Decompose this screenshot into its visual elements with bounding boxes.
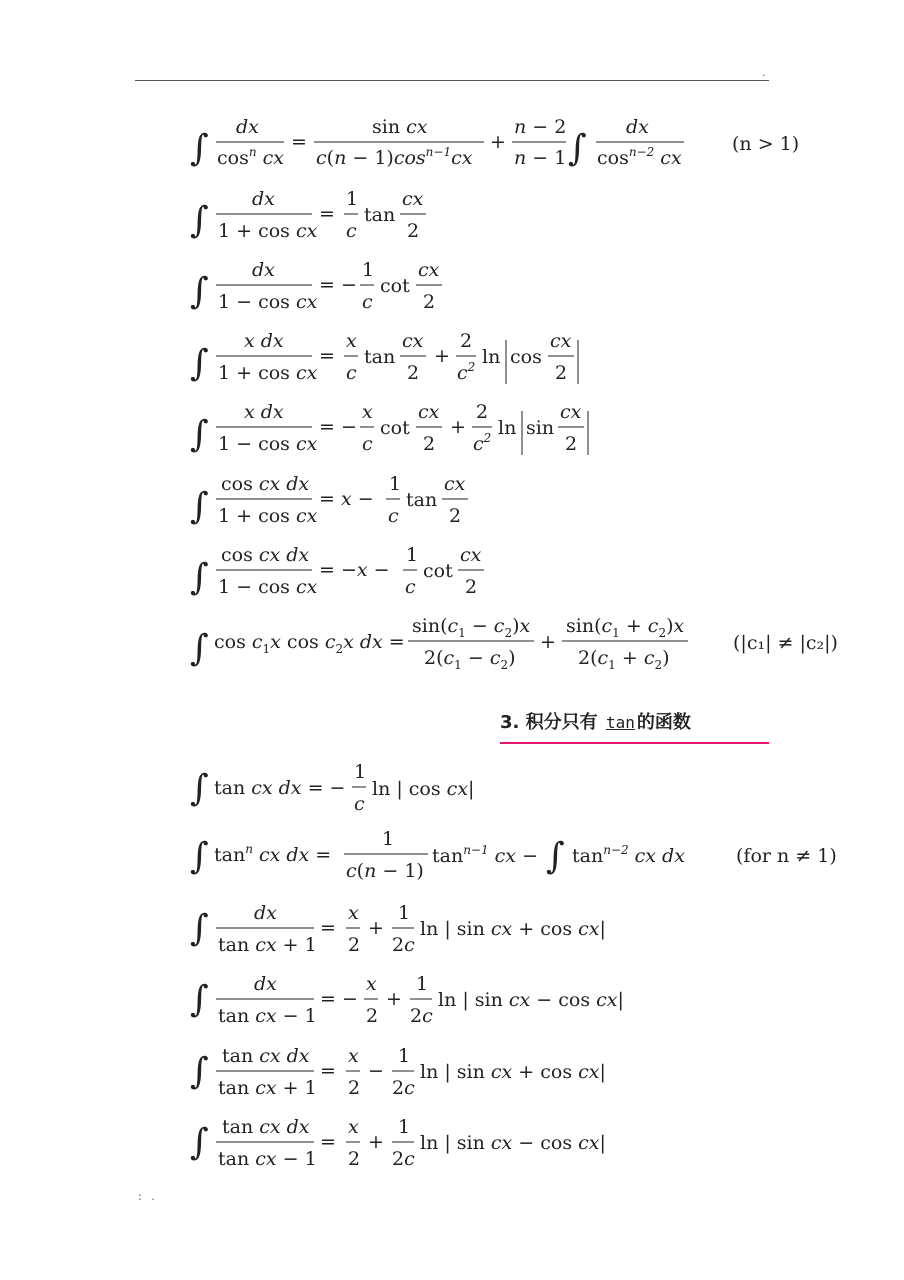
svg-text:2: 2 bbox=[555, 362, 568, 384]
svg-text:+: + bbox=[450, 416, 466, 438]
svg-text:∫: ∫ bbox=[190, 414, 209, 455]
formula-cos-c1-cos-c2 bbox=[190, 615, 838, 672]
svg-text:=: = bbox=[319, 345, 335, 367]
section-title-after: 的函数 bbox=[636, 712, 691, 733]
svg-text:2: 2 bbox=[460, 330, 473, 352]
svg-text:1 − cos cx: 1 − cos cx bbox=[218, 576, 318, 598]
svg-text:tan: tan bbox=[364, 346, 396, 368]
svg-text:tan cx dx = −: tan cx dx = − bbox=[214, 777, 346, 799]
svg-text:cot: cot bbox=[380, 417, 410, 439]
svg-text:1: 1 bbox=[346, 188, 359, 210]
svg-text:c: c bbox=[405, 576, 416, 598]
svg-text:cot: cot bbox=[380, 275, 410, 297]
svg-text:1: 1 bbox=[382, 828, 395, 850]
formula-cos-n bbox=[190, 116, 799, 169]
svg-text:cx: cx bbox=[550, 330, 572, 352]
svg-text:n − 2: n − 2 bbox=[514, 116, 567, 138]
svg-text:dx: dx bbox=[254, 973, 277, 995]
svg-text:c(n − 1)cosn−1cx: $c(n - 1)\cos^{n-1}cx$ bbox=[316, 145, 473, 169]
svg-text:∫: ∫ bbox=[190, 1122, 209, 1163]
formula-tan bbox=[190, 761, 474, 815]
svg-text:1: 1 bbox=[398, 1116, 411, 1138]
svg-text:∫: ∫ bbox=[190, 628, 209, 669]
formula-tan-n bbox=[190, 828, 837, 882]
svg-text:1 + cos cx: 1 + cos cx bbox=[218, 505, 318, 527]
svg-text:tan cx − 1: tan cx − 1 bbox=[218, 1148, 317, 1170]
svg-text:dx: dx bbox=[236, 116, 259, 138]
svg-text:tann−1 cx −: $\tan^{n-1}$ cx − bbox=[432, 843, 538, 867]
svg-text:c: c bbox=[346, 220, 357, 242]
svg-text:ln | sin cx + cos cx|: ln | sin cx + cos cx| bbox=[420, 1061, 606, 1083]
svg-text:x: x bbox=[362, 401, 373, 423]
svg-text:2: 2 bbox=[423, 433, 436, 455]
svg-text:∫: ∫ bbox=[190, 343, 209, 384]
formula-x-one-plus-cos bbox=[190, 330, 578, 384]
formula-x-one-minus-cos bbox=[190, 401, 588, 455]
svg-text:2: 2 bbox=[423, 291, 436, 313]
svg-text:n − 1: n − 1 bbox=[514, 147, 567, 169]
section-keyword: tan bbox=[605, 713, 635, 732]
svg-text:x: x bbox=[366, 973, 377, 995]
svg-text:+: + bbox=[434, 345, 450, 367]
svg-text:c: c bbox=[346, 362, 357, 384]
svg-text:2c: 2c bbox=[392, 934, 415, 956]
svg-text:cot: cot bbox=[423, 560, 453, 582]
formula-cos-over-one-plus-cos bbox=[190, 473, 468, 527]
svg-text:cx: cx bbox=[402, 188, 424, 210]
svg-text:∫: ∫ bbox=[190, 1051, 209, 1092]
svg-text:=: = bbox=[320, 1060, 336, 1082]
svg-text:2: 2 bbox=[348, 1077, 361, 1099]
svg-text:1 + cos cx: 1 + cos cx bbox=[218, 220, 318, 242]
svg-text:c: c bbox=[362, 291, 373, 313]
svg-text:cx: cx bbox=[460, 544, 482, 566]
condition-c1-ne-c2: (|c₁| ≠ |c₂|) bbox=[733, 632, 838, 654]
svg-text:c(n − 1): c(n − 1) bbox=[346, 860, 424, 882]
svg-text:cos cx dx: cos cx dx bbox=[221, 473, 310, 495]
formula-cos-over-one-minus-cos bbox=[190, 544, 484, 598]
svg-text:tan cx dx: tan cx dx bbox=[222, 1045, 310, 1067]
svg-text:=: = bbox=[319, 203, 335, 225]
svg-text:x: x bbox=[348, 1045, 359, 1067]
svg-text:tan cx + 1: tan cx + 1 bbox=[218, 934, 317, 956]
svg-text:sin: sin bbox=[526, 417, 555, 439]
svg-text:c: c bbox=[354, 793, 365, 815]
svg-text:2(c1 − c2): $2(c_1 - c_2)$ bbox=[424, 647, 516, 672]
footer-mark: : . bbox=[138, 1190, 158, 1203]
section-number: 3. bbox=[500, 712, 520, 733]
svg-text:2: 2 bbox=[348, 934, 361, 956]
svg-text:+: + bbox=[490, 131, 506, 153]
svg-text:2(c1 + c2): $2(c_1 + c_2)$ bbox=[578, 647, 670, 672]
svg-text:∫: ∫ bbox=[546, 836, 565, 877]
svg-text:tann−2 cx dx: $\tan^{n-2}$ cx dx bbox=[572, 843, 685, 867]
svg-text:c: c bbox=[362, 433, 373, 455]
svg-text:2: 2 bbox=[407, 362, 420, 384]
svg-text:tann cx dx =: $\tan^n$ cx dx = bbox=[214, 842, 332, 866]
svg-text:cos: cos bbox=[510, 346, 542, 368]
svg-text:1: 1 bbox=[398, 1045, 411, 1067]
formula-tan-over-tan-minus-1 bbox=[190, 1116, 606, 1170]
svg-text:+: + bbox=[386, 988, 402, 1010]
svg-text:tan: tan bbox=[406, 489, 438, 511]
svg-text:= −: = − bbox=[320, 988, 358, 1010]
svg-text:sin(c1 − c2)x: $\sin(c_1 - c_2)x$ bbox=[412, 615, 531, 640]
svg-text:∫: ∫ bbox=[190, 908, 209, 949]
svg-text:tan: tan bbox=[364, 204, 396, 226]
svg-text:ln | sin cx + cos cx|: ln | sin cx + cos cx| bbox=[420, 918, 606, 940]
svg-text:=: = bbox=[320, 1131, 336, 1153]
svg-text:∫: ∫ bbox=[190, 979, 209, 1020]
svg-text:sin(c1 + c2)x: $\sin(c_1 + c_2)x$ bbox=[566, 615, 685, 640]
condition-n-ne-1: (for n ≠ 1) bbox=[736, 845, 837, 867]
svg-text:1 − cos cx: 1 − cos cx bbox=[218, 433, 318, 455]
svg-text:+: + bbox=[368, 917, 384, 939]
svg-text:2: 2 bbox=[465, 576, 478, 598]
svg-text:∫: ∫ bbox=[190, 768, 209, 809]
svg-text:1: 1 bbox=[389, 473, 402, 495]
svg-text:x: x bbox=[348, 1116, 359, 1138]
svg-text:= x −: = x − bbox=[319, 488, 374, 510]
svg-text:+: + bbox=[368, 1131, 384, 1153]
svg-text:tan cx dx: tan cx dx bbox=[222, 1116, 310, 1138]
svg-text:dx: dx bbox=[626, 116, 649, 138]
svg-text:2: 2 bbox=[348, 1148, 361, 1170]
svg-text:cosn cx: $\cos^n$ cx bbox=[217, 145, 284, 169]
svg-text:∫: ∫ bbox=[190, 557, 209, 598]
svg-text:∫: ∫ bbox=[190, 200, 209, 241]
svg-text:2: 2 bbox=[366, 1005, 379, 1027]
svg-text:1 + cos cx: 1 + cos cx bbox=[218, 362, 318, 384]
svg-text:c2: $c^2$ bbox=[473, 431, 492, 455]
svg-text:+: + bbox=[540, 631, 556, 653]
svg-text:∫: ∫ bbox=[190, 271, 209, 312]
svg-text:ln: ln bbox=[498, 417, 517, 439]
svg-text:x dx: x dx bbox=[244, 401, 284, 423]
svg-text:1: 1 bbox=[354, 761, 367, 783]
svg-text:cos cx dx: cos cx dx bbox=[221, 544, 310, 566]
section-title-before: 积分只有 bbox=[525, 712, 598, 733]
svg-text:2: 2 bbox=[407, 220, 420, 242]
svg-text:2: 2 bbox=[449, 505, 462, 527]
svg-text:sin cx: sin cx bbox=[372, 116, 428, 138]
svg-text:∫: ∫ bbox=[190, 836, 209, 877]
svg-text:tan cx − 1: tan cx − 1 bbox=[218, 1005, 317, 1027]
svg-text:=: = bbox=[291, 131, 307, 153]
formula-one-plus-cos bbox=[190, 188, 426, 242]
svg-text:2: 2 bbox=[565, 433, 578, 455]
svg-text:ln | sin cx − cos cx|: ln | sin cx − cos cx| bbox=[438, 989, 624, 1011]
formula-one-over-tan-minus-1 bbox=[190, 973, 624, 1027]
formula-one-over-tan-plus-1 bbox=[190, 902, 606, 956]
svg-text:c: c bbox=[388, 505, 399, 527]
svg-text:−: − bbox=[368, 1060, 384, 1082]
svg-text:∫: ∫ bbox=[190, 128, 209, 169]
svg-text:1: 1 bbox=[362, 259, 375, 281]
svg-text:1 − cos cx: 1 − cos cx bbox=[218, 291, 318, 313]
svg-text:cosn−2 cx: $\cos^{n-2}$ cx bbox=[597, 145, 682, 169]
svg-text:cos c1x cos c2x dx =: $\cos c_1x$ $\cos c_2x$ dx = bbox=[214, 631, 405, 656]
svg-text:2c: 2c bbox=[392, 1148, 415, 1170]
svg-text:1: 1 bbox=[398, 902, 411, 924]
svg-text:∫: ∫ bbox=[568, 128, 587, 169]
svg-text:1: 1 bbox=[406, 544, 419, 566]
svg-text:tan cx + 1: tan cx + 1 bbox=[218, 1077, 317, 1099]
svg-text:2: 2 bbox=[476, 401, 489, 423]
svg-text:x dx: x dx bbox=[244, 330, 284, 352]
svg-text:dx: dx bbox=[252, 188, 275, 210]
header-mark: . bbox=[762, 66, 766, 79]
svg-text:x: x bbox=[346, 330, 357, 352]
svg-text:∫: ∫ bbox=[190, 486, 209, 527]
svg-text:c2: $c^2$ bbox=[457, 360, 476, 384]
svg-text:=: = bbox=[320, 917, 336, 939]
svg-text:cx: cx bbox=[418, 259, 440, 281]
svg-text:ln | sin cx − cos cx|: ln | sin cx − cos cx| bbox=[420, 1132, 606, 1154]
svg-text:dx: dx bbox=[254, 902, 277, 924]
formula-one-minus-cos bbox=[190, 259, 442, 313]
svg-text:cx: cx bbox=[444, 473, 466, 495]
svg-text:ln | cos cx|: ln | cos cx| bbox=[372, 778, 475, 800]
formula-tan-over-tan-plus-1 bbox=[190, 1045, 606, 1099]
svg-text:cx: cx bbox=[418, 401, 440, 423]
svg-text:dx: dx bbox=[252, 259, 275, 281]
svg-text:ln: ln bbox=[482, 346, 501, 368]
svg-text:= −x −: = −x − bbox=[319, 559, 390, 581]
svg-text:= −: = − bbox=[319, 416, 357, 438]
svg-text:cx: cx bbox=[402, 330, 424, 352]
svg-text:1: 1 bbox=[416, 973, 429, 995]
svg-text:= −: = − bbox=[319, 274, 357, 296]
condition-n-gt-1: (n > 1) bbox=[732, 133, 800, 155]
svg-text:x: x bbox=[348, 902, 359, 924]
svg-text:2c: 2c bbox=[392, 1077, 415, 1099]
svg-text:2c: 2c bbox=[410, 1005, 433, 1027]
svg-text:cx: cx bbox=[560, 401, 582, 423]
